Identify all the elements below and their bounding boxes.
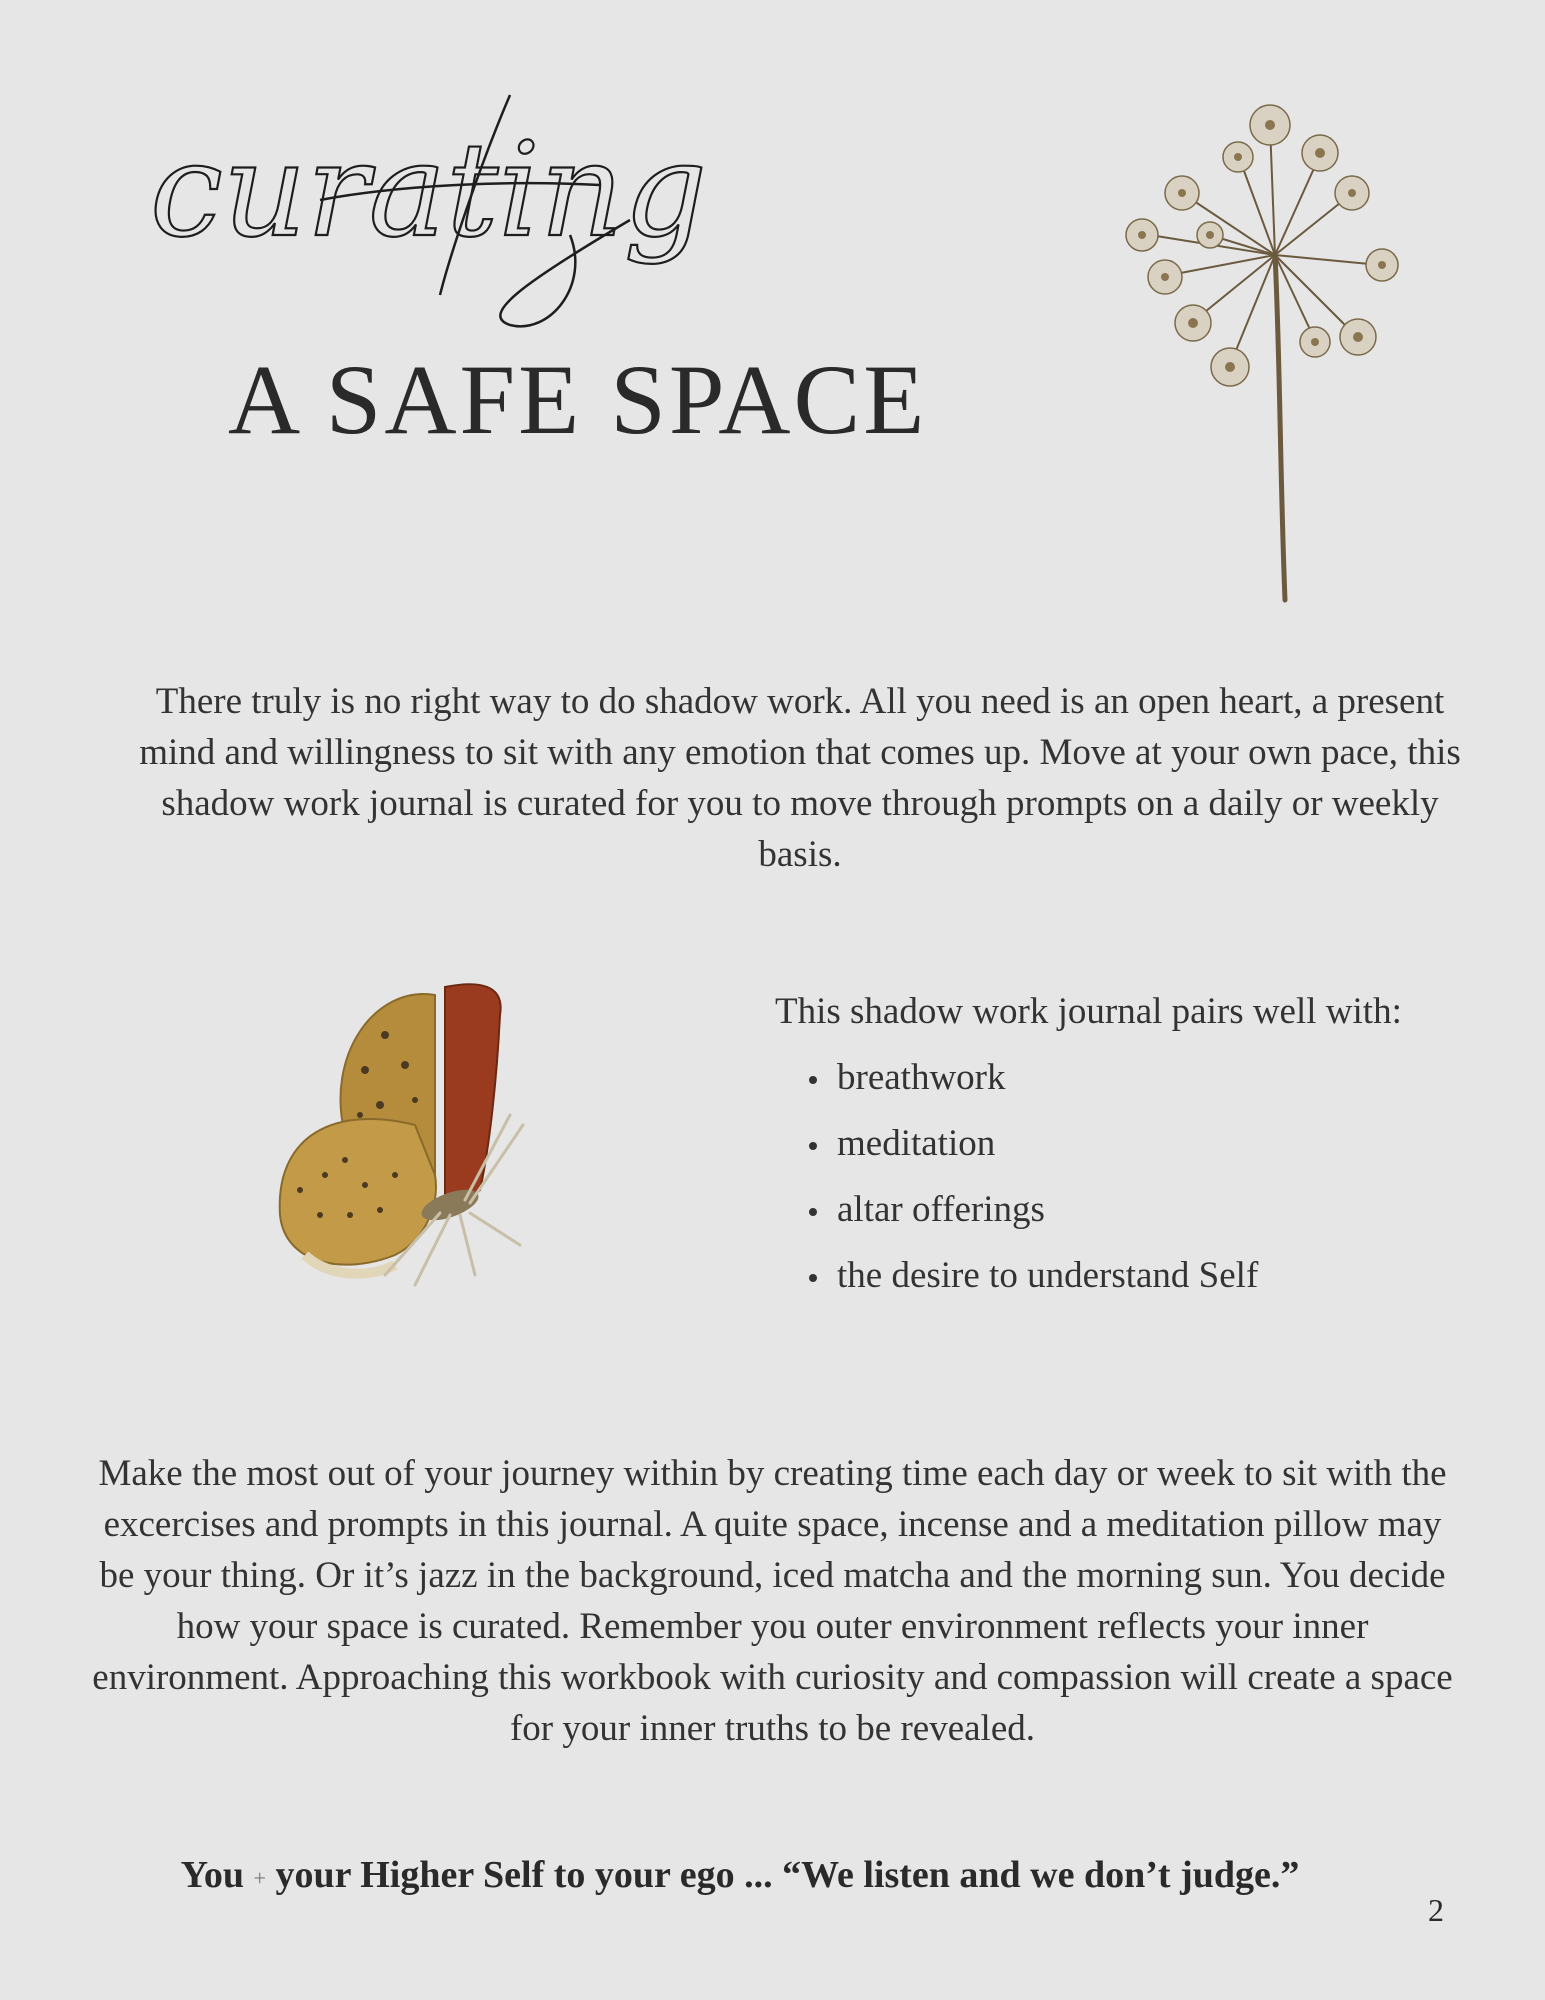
butterfly-icon bbox=[265, 975, 585, 1325]
page-number: 2 bbox=[1428, 1892, 1444, 1928]
list-item: the desire to understand Self bbox=[837, 1243, 1495, 1309]
dried-flower-icon bbox=[1110, 95, 1430, 605]
page-title: A SAFE SPACE bbox=[228, 344, 928, 455]
list-item: breathwork bbox=[837, 1045, 1495, 1111]
intro-paragraph: There truly is no right way to do shadow work. All you need is an open heart, a present mind and willingness to sit with any emotion that comes up. Move at your own pace, this shadow work journal is curated for you to move through prompts on a daily or weekly basis. bbox=[139, 681, 1461, 875]
quote-part-2: your Higher Self to your ego ... “We listen and we don’t judge.” bbox=[275, 1854, 1300, 1896]
closing-quote bbox=[120, 1853, 1360, 1897]
body-paragraph: Make the most out of your journey within by creating time each day or week to sit with the excercises and prompts in this journal. A quite space, incense and a meditation pillow may be your thing. Or it’s jazz in the background, iced matcha and the morning sun. You decide how your space is curated. Remember you outer environment reflects your inner environment. Approaching this workbook with curiosity and compassion will create a space for your inner truths to be revealed. bbox=[92, 1453, 1453, 1749]
script-title-text: curating bbox=[150, 114, 707, 266]
script-title-curating bbox=[150, 85, 707, 345]
quote-plus: + bbox=[253, 1865, 266, 1891]
pairs-list bbox=[775, 1045, 1495, 1309]
quote-part-1: You bbox=[180, 1854, 245, 1896]
list-item: altar offerings bbox=[837, 1177, 1495, 1243]
list-item: meditation bbox=[837, 1111, 1495, 1177]
pairs-well-with bbox=[775, 990, 1495, 1309]
pairs-heading: This shadow work journal pairs well with: bbox=[775, 991, 1402, 1032]
